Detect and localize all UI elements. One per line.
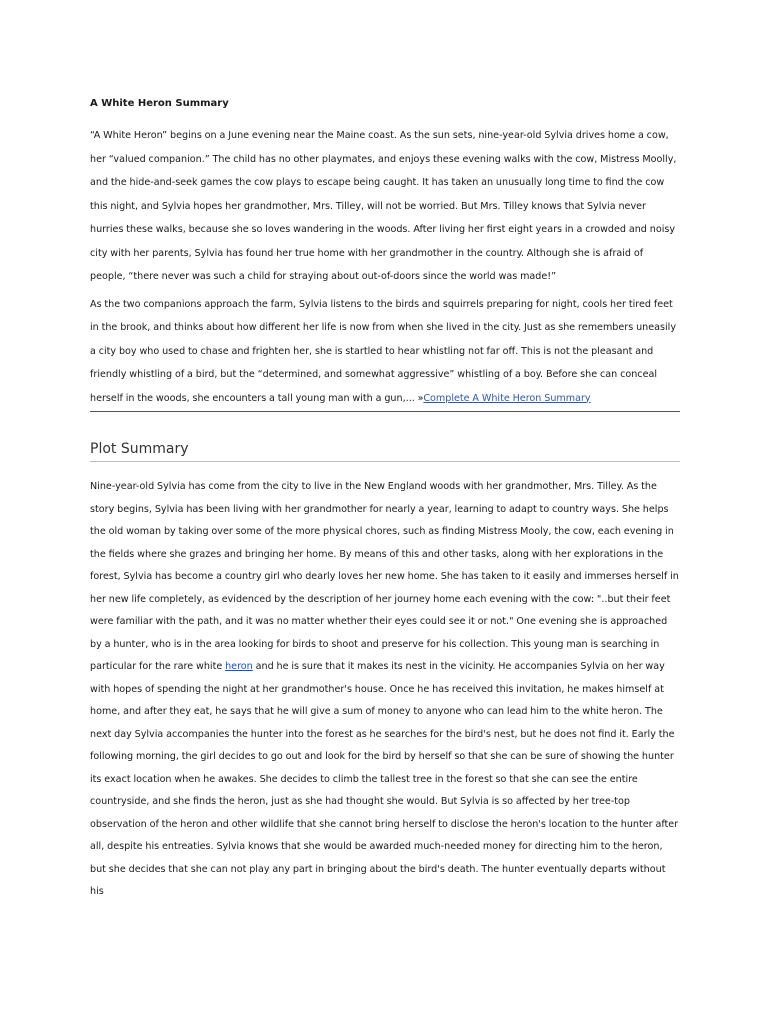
plot-text-after-link: and he is sure that it makes its nest in the vicinity. He accompanies Sylvia on her way with hopes of spending the night at her grandmother's house. Once he has received this invitation, he makes himself at home, and after they eat, he says that he will give a sum of money to anyone who can lead him to the white heron. The next day Sylvia accompanies the hunter into the forest as he searches for the bird's nest, but he does not find it. Early the following morning, the girl decides to go out and look for the bird by herself so that she can be sure of showing the hunter its exact location when he awakes. She decides to climb the tallest tree in the forest so that she can see the entire countryside, and she finds the heron, just as she had thought she would. But Sylvia is so affected by her tree-top observation of the heron and other wildlife that she cannot bring herself to disclose the heron's location to the hunter after all, despite his entreaties. Sylvia knows that she would be awarded much-needed money for directing him to the heron, but she decides that she can not play any part in bringing about the bird's death. The hunter eventually departs without his bbox=[90, 661, 679, 897]
summary-paragraph-1: “A White Heron” begins on a June evening near the Maine coast. As the sun sets, nine-year-old Sylvia drives home a cow, her “valued companion.” The child has no other playmates, and enjoys these evening walks with the cow, Mistress Moolly, and the hide-and-seek games the cow plays to escape being caught. It has taken an unusually long time to find the cow this night, and Sylvia hopes her grandmother, Mrs. Tilley, will not be worried. But Mrs. Tilley knows that Sylvia never hurries these walks, because she so loves wandering in the woods. After living her first eight years in a crowded and noisy city with her parents, Sylvia has found her true home with her grandmother in the country. Although she is afraid of people, “there never was such a child for straying about out-of-doors since the world was made!” bbox=[90, 130, 677, 282]
summary-divider bbox=[90, 411, 680, 412]
summary-paragraph-2-text: As the two companions approach the farm, Sylvia listens to the birds and squirrels preparing for night, cools her tired feet in the brook, and thinks about how different her life is now from when she lived in the city. Just as she remembers uneasily a city boy who used to chase and frighten her, she is startled to hear whistling not far off. This is not the pleasant and friendly whistling of a bird, but the “determined, and somewhat aggressive” whistling of a boy. Before she can conceal herself in the woods, she encounters a tall young man with a gun,... » bbox=[90, 298, 677, 404]
summary-title: A White Heron Summary bbox=[90, 98, 229, 109]
complete-summary-link[interactable]: Complete A White Heron Summary bbox=[423, 392, 591, 404]
summary-paragraph-2 bbox=[90, 293, 680, 411]
plot-text-before-link: Nine-year-old Sylvia has come from the city to live in the New England woods with her grandmother, Mrs. Tilley. As the story begins, Sylvia has been living with her grandmother for nearly a year, learning to adapt to country ways. She helps the old woman by taking over some of the more physical chores, such as finding Mistress Mooly, the cow, each evening in the fields where she grazes and bringing her home. By means of this and other tasks, along with her explorations in the forest, Sylvia has become a country girl who dearly loves her new home. She has taken to it easily and immerses herself in her new life completely, as evidenced by the description of her journey home each evening with the cow: "..but their feet were familiar with the path, and it was no matter whether their eyes could see it or not." One evening she is approached by a hunter, who is in the area looking for birds to shoot and preserve for his collection. This young man is searching in particular for the rare white bbox=[90, 481, 679, 672]
plot-summary-heading: Plot Summary bbox=[90, 441, 189, 457]
plot-summary-paragraph bbox=[90, 476, 680, 904]
plot-summary-section bbox=[90, 476, 680, 904]
plot-summary-heading-rule bbox=[90, 461, 680, 462]
document-page bbox=[90, 96, 680, 904]
heron-link[interactable]: heron bbox=[225, 661, 253, 672]
